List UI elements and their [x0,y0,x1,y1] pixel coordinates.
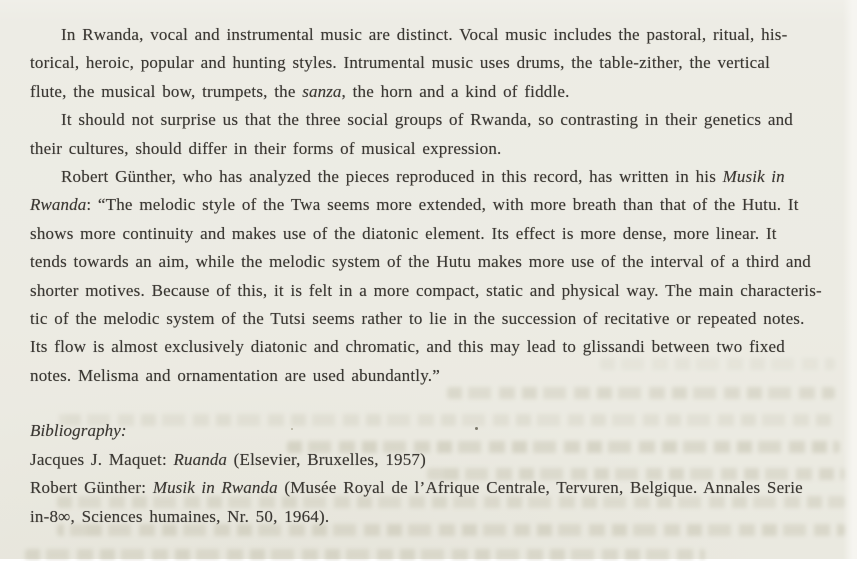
bibliography-entry: in-8∞, Sciences humaines, Nr. 50, 1964). [30,506,330,526]
text-line: Rwanda: “The melodic style of the Twa seems more extended, with more breath than that of the Hutu. It [30,195,799,215]
body-paragraph [30,106,850,163]
text-line: It should not surprise us that the three social groups of Rwanda, so contrasting in their genetics and [61,110,793,130]
bibliography-entry: Robert Günther: Musik in Rwanda (Musée Royal de l’Afrique Centrale, Tervuren, Belgique. Annales Serie [30,478,803,498]
text-line: shows more continuity and makes use of the diatonic element. Its effect is more dense, more linear. It [30,223,777,243]
body-paragraphs [30,21,850,390]
text-line: notes. Melisma and ornamentation are used abundantly.” [30,365,441,385]
page-text [30,21,850,531]
text-line: their cultures, should differ in their forms of musical expression. [30,138,502,158]
bibliography-section [30,417,850,531]
body-paragraph [30,163,850,390]
text-line: shorter motives. Because of this, it is felt in a more compact, static and physical way. The main characteris- [30,280,822,300]
bibliography-entry: Jacques J. Maquet: Ruanda (Elsevier, Bruxelles, 1957) [30,449,426,469]
bibliography-heading: Bibliography: [30,421,127,441]
text-line: Robert Günther, who has analyzed the pieces reproduced in this record, has written in his Musik in [61,167,785,187]
page-showthrough [25,549,705,561]
text-line: tends towards an aim, while the melodic system of the Hutu makes more use of the interval of a third and [30,252,811,272]
text-line: Its flow is almost exclusively diatonic and chromatic, and this may lead to glissandi between two fixed [30,337,785,357]
text-line: torical, heroic, popular and hunting styles. Intrumental music uses drums, the table-zither, the vertical [30,53,771,73]
body-paragraph [30,21,850,106]
text-line: In Rwanda, vocal and instrumental music are distinct. Vocal music includes the pastoral, ritual, his- [61,25,788,44]
text-line: flute, the musical bow, trumpets, the sanza, the horn and a kind of fiddle. [30,81,570,101]
text-line: tic of the melodic system of the Tutsi seems rather to lie in the succession of recitative or repeated notes. [30,309,805,329]
